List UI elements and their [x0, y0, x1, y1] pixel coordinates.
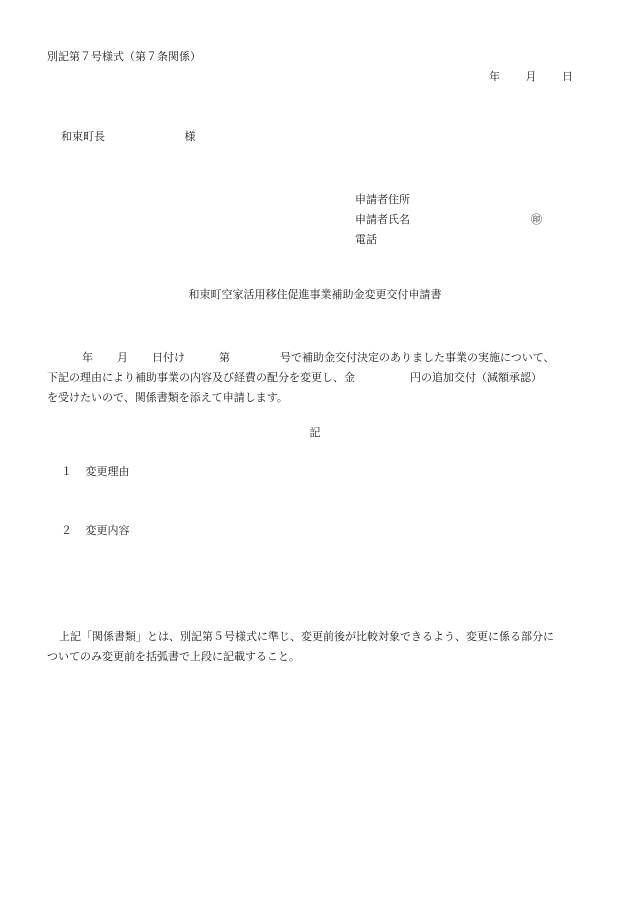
- body-dai-label: 第: [219, 350, 230, 364]
- form-label: 別記第７号様式（第７条関係）: [47, 50, 201, 63]
- date-day-label: 日: [562, 70, 573, 83]
- addressee-honorific: 様: [184, 130, 196, 143]
- applicant-name-row: [355, 209, 542, 229]
- item-change-reason: [61, 466, 130, 477]
- body-paragraph: [47, 347, 587, 407]
- note-line-2: [47, 646, 592, 666]
- body-line-3: [47, 387, 587, 407]
- note-paragraph: [47, 626, 592, 666]
- note-line-1-text: 上記「関係書類」とは、別記第５号様式に準じ、変更前後が比較対象できるよう、変更に係る部分に: [59, 629, 554, 643]
- body-year-label: 年: [82, 350, 93, 364]
- body-dated-label: 日付け: [152, 350, 185, 364]
- addressee-name: 和束町長: [61, 130, 105, 143]
- body-line-2-start: 下記の理由により補助事業の内容及び経費の配分を変更し、金: [47, 370, 355, 384]
- addressee: [61, 131, 196, 142]
- item-number: １: [61, 465, 72, 478]
- body-line-1: [47, 347, 587, 367]
- item-change-content: [61, 525, 130, 536]
- applicant-address-row: [355, 189, 542, 209]
- applicant-address-label: 申請者住所: [355, 192, 410, 206]
- date-month-label: 月: [525, 70, 537, 83]
- body-line-2-end: 円の追加交付（減額承認）: [410, 370, 542, 384]
- body-line-3-text: を受けたいので、関係書類を添えて申請します。: [47, 390, 288, 404]
- applicant-phone-row: [355, 229, 542, 249]
- applicant-phone-label: 電話: [355, 232, 377, 246]
- seal-icon: ㊞: [531, 212, 542, 226]
- item-number: ２: [61, 524, 72, 537]
- note-line-1: [47, 626, 592, 646]
- item-label: 変更内容: [85, 524, 130, 537]
- applicant-block: [355, 189, 542, 249]
- document-title: 和束町空家活用移住促進事業補助金変更交付申請書: [188, 288, 442, 301]
- note-line-2-text: ついてのみ変更前を括弧書で上段に記載すること。: [47, 649, 300, 663]
- applicant-name-label: 申請者氏名: [355, 212, 410, 226]
- body-month-label: 月: [117, 350, 128, 364]
- body-line-1-rest: 号で補助金交付決定のありました事業の実施について、: [280, 350, 555, 364]
- ki-heading: 記: [309, 426, 321, 439]
- date-year-label: 年: [489, 70, 500, 83]
- body-line-2: [47, 367, 587, 387]
- item-label: 変更理由: [85, 465, 130, 478]
- date-line: [489, 71, 573, 82]
